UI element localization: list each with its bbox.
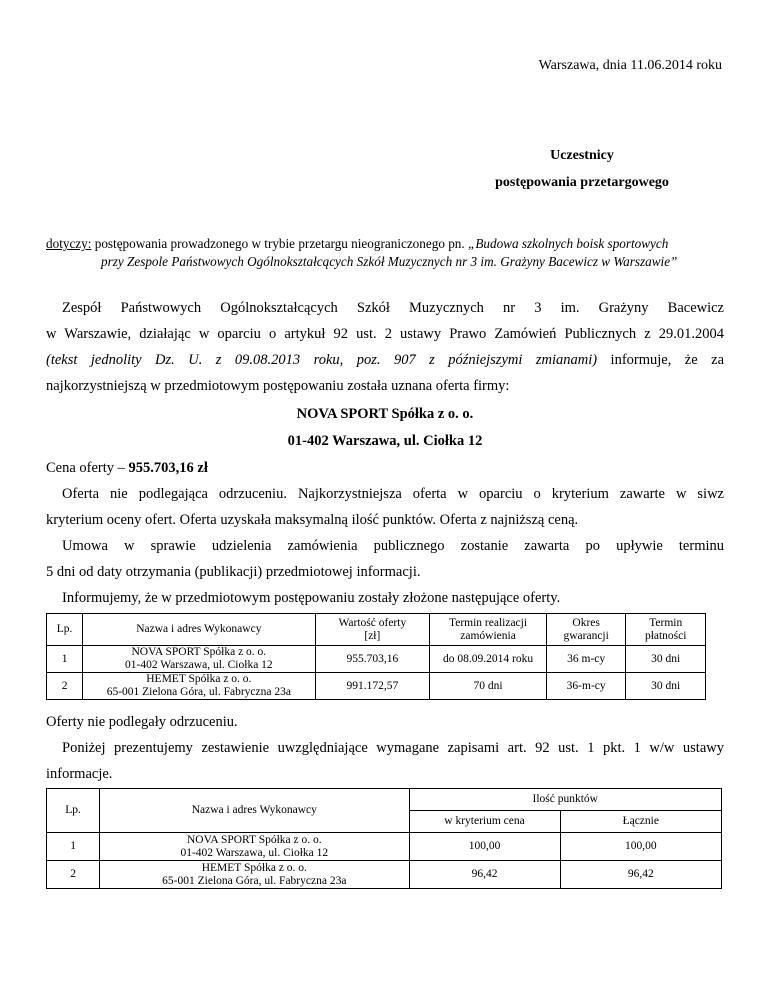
body-p3-line-2: 5 dni od daty otrzymania (publikacji) przedmiotowej informacji.: [46, 564, 421, 580]
body-p1-line-3-rest: informuje, że za: [597, 352, 725, 368]
body-p1-line-2: w Warszawie, działając w oparciu o artykuł 92 ust. 2 ustawy Prawo Zamówień Publicznych z 29.01.2004: [46, 326, 724, 342]
header-payment: [626, 614, 706, 646]
body-p3-line-1: Umowa w sprawie udzielenia zamówienia publicznego zostanie zawarta po upływie terminu: [62, 538, 724, 554]
header-warranty: [546, 614, 626, 646]
row-value: 991.172,57: [315, 673, 430, 700]
points-row-lp: 2: [47, 861, 100, 889]
points-row-name-l1: HEMET Spółka z o. o.: [201, 861, 307, 874]
points-row-criterion: 100,00: [409, 833, 560, 861]
subject-line-1: [46, 235, 736, 253]
table-row: [47, 673, 706, 700]
row-name-l1: NOVA SPORT Spółka z o. o.: [131, 646, 267, 658]
body-p5: Oferty nie podlegały odrzuceniu.: [46, 714, 238, 730]
header-warranty-l1: Okres: [572, 616, 600, 629]
row-lp: 2: [47, 673, 83, 700]
header-value: [315, 614, 430, 646]
addressee-line-1: Uczestnicy: [550, 148, 614, 163]
header-term-l1: Termin realizacji: [449, 616, 528, 629]
subject-text: postępowania prowadzonego w trybie przetargu nieograniczonego pn.: [94, 236, 468, 251]
row-term: do 08.09.2014 roku: [430, 646, 547, 673]
row-name-l2: 65-001 Zielona Góra, ul. Fabryczna 23a: [106, 686, 291, 698]
table-row: [47, 861, 722, 889]
subject-title-part-2: przy Zespole Państwowych Ogólnokształcących Szkół Muzycznych nr 3 im. Grażyny Bacewicz w Warszawie”: [101, 254, 678, 269]
points-header-total: Łącznie: [560, 811, 721, 833]
points-row-total: 100,00: [560, 833, 721, 861]
points-row-lp: 1: [47, 833, 100, 861]
points-row-name-l2: 01-402 Warszawa, ul. Ciołka 12: [180, 846, 329, 859]
header-value-l1: Wartość oferty: [338, 616, 407, 629]
header-value-l2: [zł]: [364, 629, 381, 642]
row-name-l2: 01-402 Warszawa, ul. Ciołka 12: [124, 659, 273, 671]
body-p6-line-2: informacje.: [46, 766, 113, 782]
subject-title-part-1: „Budowa szkolnych boisk sportowych: [468, 236, 669, 251]
body-p6-line-1: Poniżej prezentujemy zestawienie uwzględniające wymagane zapisami art. 92 ust. 1 pkt. 1 w/w ustawy: [62, 740, 724, 756]
row-term: 70 dni: [430, 673, 547, 700]
body-p2-line-1: Oferta nie podlegająca odrzuceniu. Najkorzystniejsza oferta w oparciu o kryterium zawarte w siwz: [62, 486, 724, 502]
legal-reference: (tekst jednolity Dz. U. z 09.08.2013 roku, poz. 907 z późniejszymi zmianami): [46, 352, 598, 368]
body-p1-line-1: Zespół Państwowych Ogólnokształcących Szkół Muzycznych nr 3 im. Grażyny Bacewicz: [62, 300, 724, 316]
points-row-name-l1: NOVA SPORT Spółka z o. o.: [186, 833, 322, 846]
winner-name: NOVA SPORT Spółka z o. o.: [296, 406, 474, 422]
header-term-l2: zamówienia: [460, 629, 516, 642]
table-row: [47, 833, 722, 861]
addressee-line-2: postępowania przetargowego: [495, 175, 669, 190]
document-date: Warszawa, dnia 11.06.2014 roku: [538, 58, 722, 73]
points-row-name: [100, 833, 409, 861]
row-lp: 1: [47, 646, 83, 673]
row-name-l1: HEMET Spółka z o. o.: [146, 673, 252, 685]
body-p2-line-2: kryterium oceny ofert. Oferta uzyskała maksymalną ilość punktów. Oferta z najniższą ceną.: [46, 512, 579, 528]
points-row-criterion: 96,42: [409, 861, 560, 889]
body-p4: Informujemy, że w przedmiotowym postępowaniu zostały złożone następujące oferty.: [62, 590, 561, 606]
body-p1-line-3: [46, 351, 724, 369]
row-value: 955.703,16: [315, 646, 430, 673]
header-payment-l1: Termin: [649, 616, 683, 629]
points-row-total: 96,42: [560, 861, 721, 889]
row-payment: 30 dni: [626, 673, 706, 700]
header-payment-l2: płatności: [644, 629, 687, 642]
points-row-name-l2: 65-001 Zielona Góra, ul. Fabryczna 23a: [162, 874, 347, 887]
points-table: [46, 788, 722, 889]
row-warranty: 36-m-cy: [546, 673, 626, 700]
row-name: [83, 646, 315, 673]
price-label: Cena oferty –: [46, 460, 129, 476]
subject-label: dotyczy:: [46, 236, 92, 251]
offers-table: [46, 613, 706, 700]
offers-table-header: [47, 614, 706, 646]
header-name: Nazwa i adres Wykonawcy: [83, 614, 315, 646]
header-lp: Lp.: [47, 614, 83, 646]
row-payment: 30 dni: [626, 646, 706, 673]
points-header-points: Ilość punktów: [409, 789, 722, 811]
points-header-criterion: w kryterium cena: [409, 811, 560, 833]
body-p1-line-4: najkorzystniejszą w przedmiotowym postępowaniu została uznana oferta firmy:: [46, 378, 510, 394]
row-warranty: 36 m-cy: [546, 646, 626, 673]
header-warranty-l2: gwarancji: [563, 629, 609, 642]
row-name: [83, 673, 315, 700]
points-header-lp: Lp.: [47, 789, 100, 833]
winner-address: 01-402 Warszawa, ul. Ciołka 12: [287, 433, 483, 449]
header-term: [430, 614, 547, 646]
points-row-name: [100, 861, 409, 889]
points-header-name: Nazwa i adres Wykonawcy: [100, 789, 409, 833]
offer-price: [46, 459, 724, 477]
points-table-header-row-1: [47, 789, 722, 811]
table-row: [47, 646, 706, 673]
price-value: 955.703,16 zł: [128, 460, 208, 476]
